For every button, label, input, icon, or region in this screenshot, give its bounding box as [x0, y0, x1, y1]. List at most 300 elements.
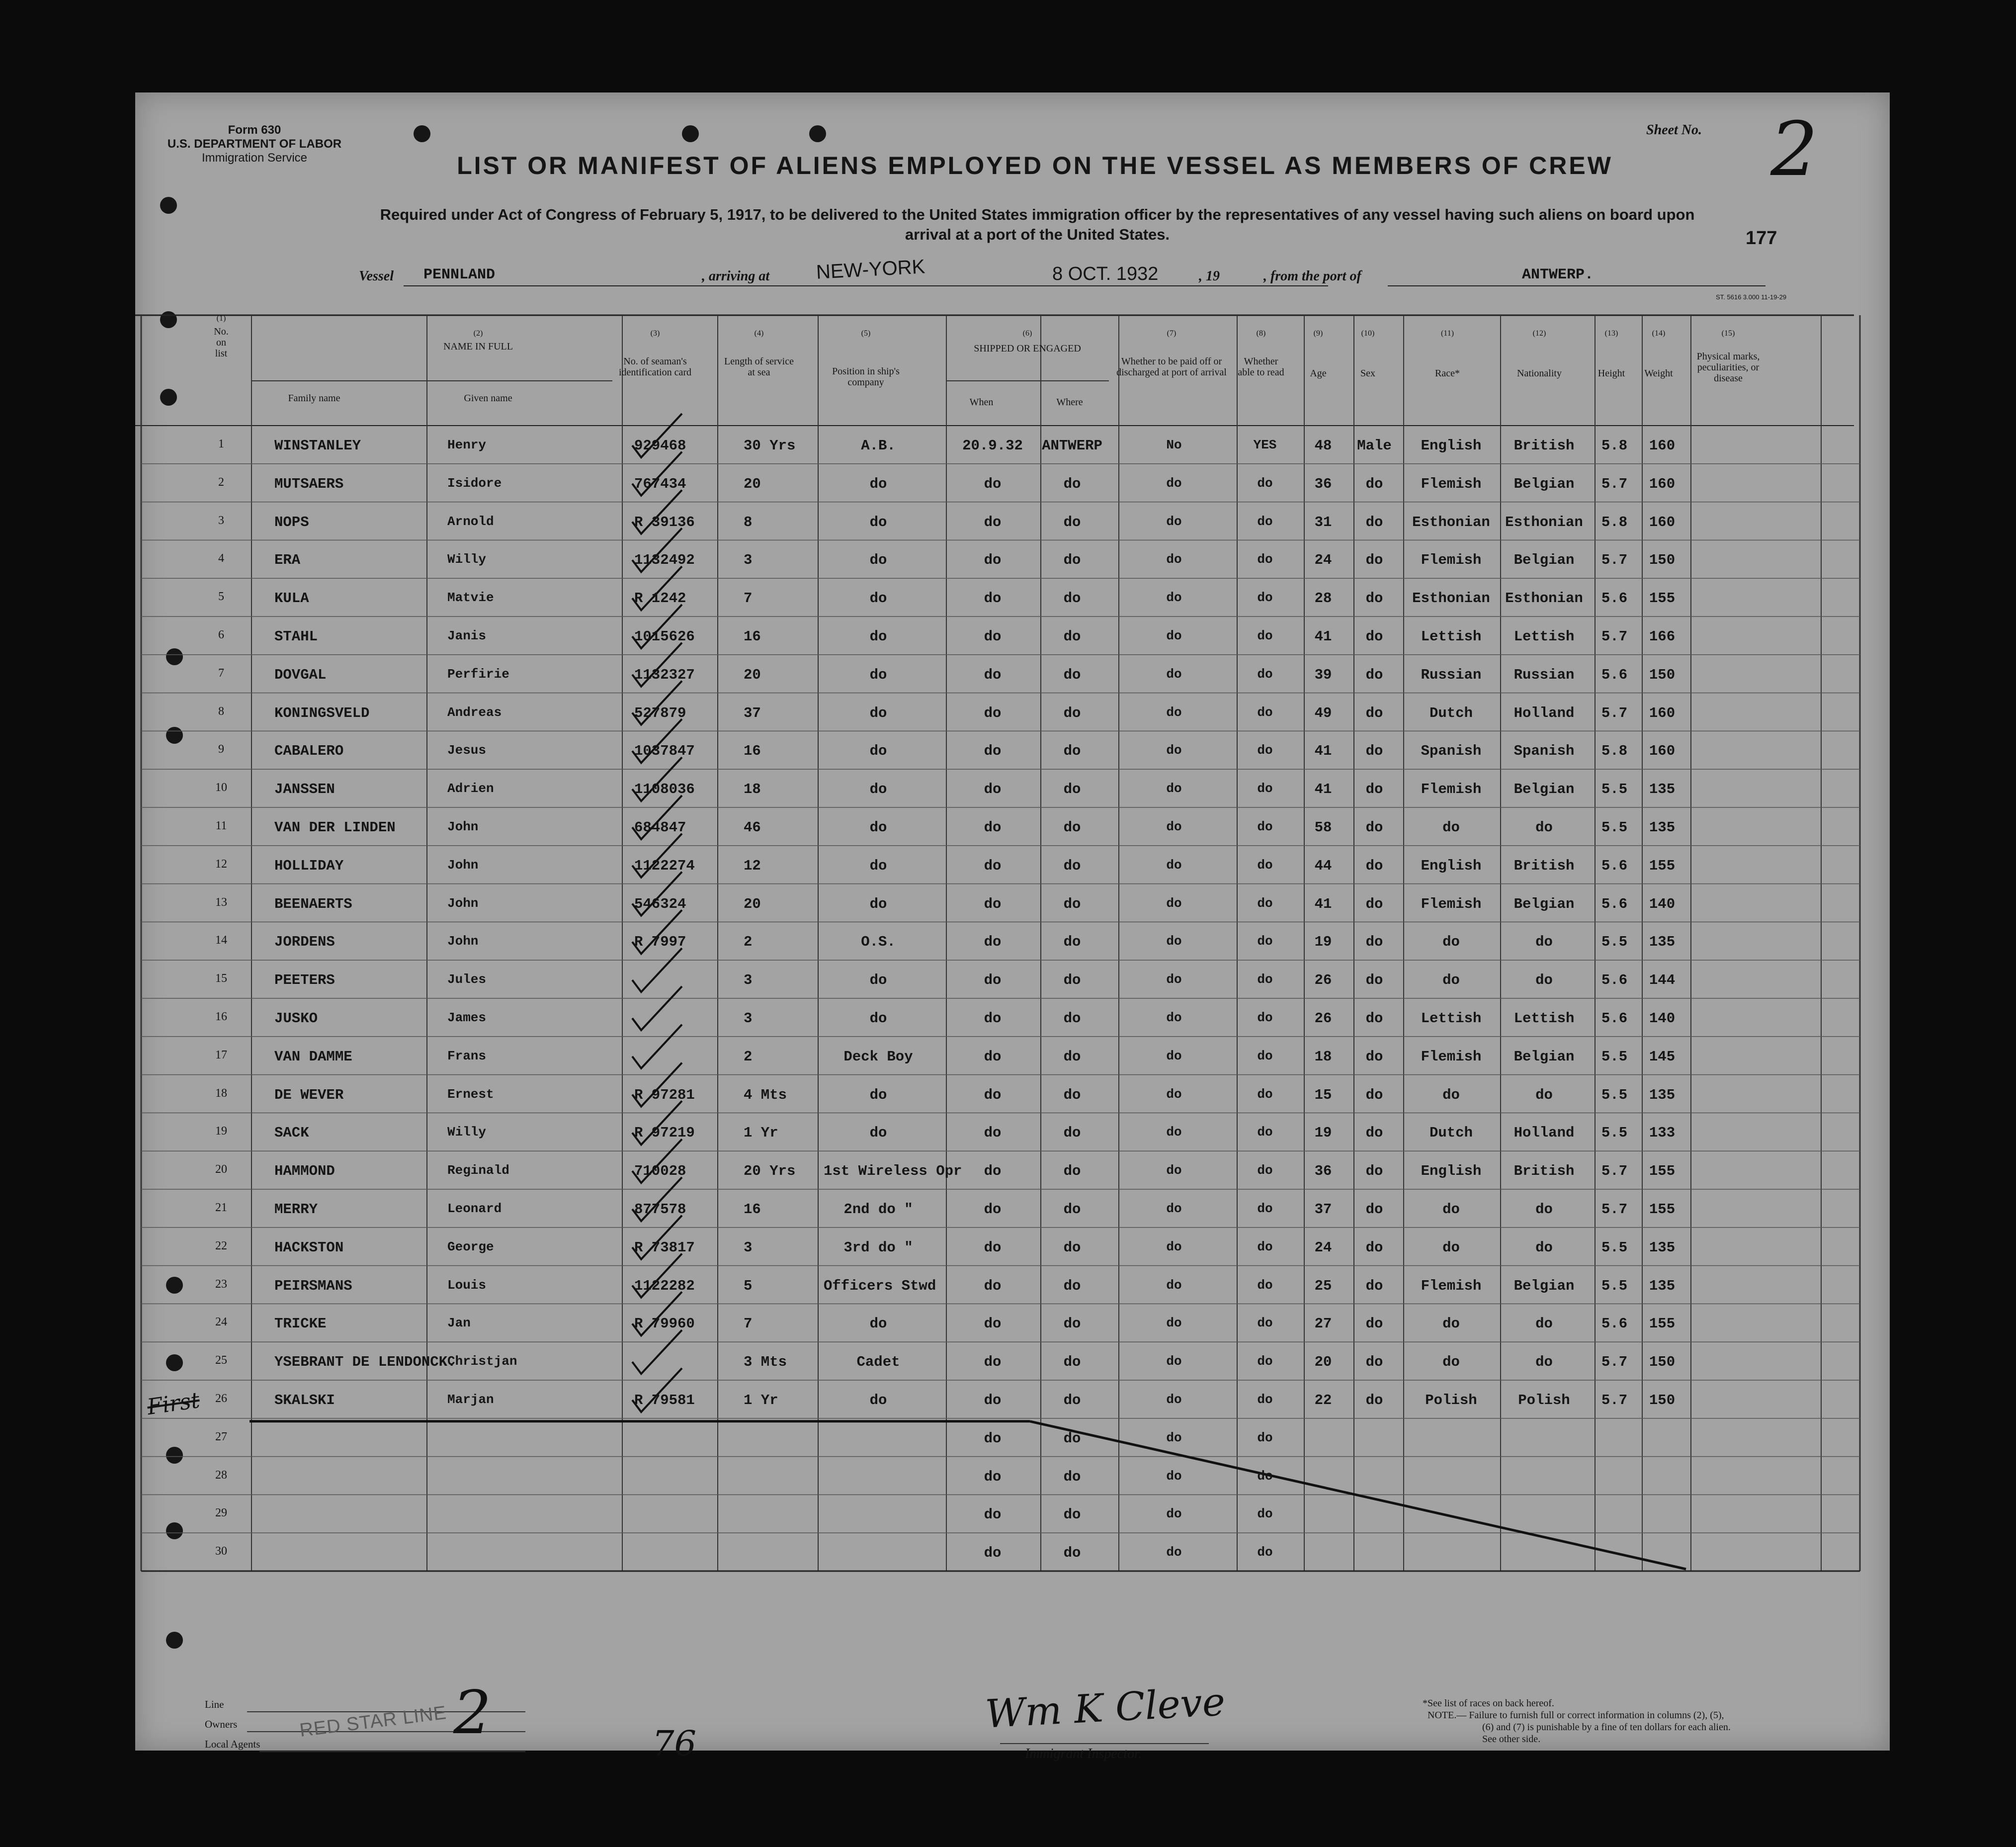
cell-when: do	[984, 1163, 1002, 1180]
cell-weight: 155	[1649, 1163, 1676, 1180]
cell-sex: do	[1365, 1125, 1383, 1142]
cell-paid-off: do	[1166, 1354, 1182, 1369]
cell-paid-off: do	[1166, 895, 1182, 911]
cell-nationality: do	[1535, 819, 1553, 836]
cell-paid-off: do	[1166, 934, 1182, 949]
cell-paid-off: do	[1166, 666, 1182, 682]
cell-when: do	[984, 1201, 1002, 1218]
cell-list-no: 3	[218, 514, 224, 527]
cell-service-length: 20	[744, 666, 761, 683]
cell-family-name: CABALERO	[274, 743, 344, 760]
col-number: (8)	[1256, 329, 1266, 338]
note-races: *See list of races on back hereof.	[1423, 1698, 1554, 1709]
col-header-age: Age	[1310, 368, 1327, 379]
col-number: (15)	[1721, 329, 1735, 338]
cell-when: do	[984, 1316, 1002, 1332]
cell-height: 5.6	[1601, 1010, 1628, 1027]
cell-family-name: HACKSTON	[274, 1239, 344, 1256]
cell-family-name: VAN DAMME	[274, 1048, 352, 1065]
page-number: 177	[1746, 228, 1777, 249]
cell-service-length: 3 Mts	[744, 1354, 787, 1371]
cell-nationality: Belgian	[1513, 552, 1575, 569]
cell-nationality: do	[1535, 972, 1553, 989]
cell-service-length: 8	[744, 514, 753, 530]
cell-where: do	[1063, 704, 1081, 721]
cell-race: Flemish	[1421, 781, 1482, 798]
cell-position: do	[869, 475, 887, 492]
cell-where: do	[1063, 1125, 1081, 1142]
cell-list-no: 26	[215, 1392, 227, 1405]
cell-weight: 160	[1649, 475, 1676, 492]
cell-age: 24	[1314, 1239, 1332, 1256]
inspector-signature: Wm K Cleve	[984, 1679, 1227, 1737]
cell-given-name: John	[447, 819, 479, 834]
cell-nationality: Spanish	[1513, 743, 1575, 760]
cell-list-no: 7	[218, 666, 224, 680]
cell-weight: 135	[1649, 781, 1676, 798]
col-number: (14)	[1652, 329, 1666, 338]
col-header-race: Race*	[1435, 368, 1460, 379]
cell-sex: do	[1365, 704, 1383, 721]
cell-race: Esthonian	[1412, 514, 1490, 530]
subtitle-line-1: Required under Act of Congress of February 5, 1917, to be delivered to the United States immigration officer by the representatives of any vessel having such aliens on board upon	[380, 206, 1695, 223]
cell-sex: do	[1365, 743, 1383, 760]
cell-family-name: TRICKE	[274, 1316, 327, 1332]
sheet-label: Sheet No.	[1646, 122, 1702, 138]
check-mark	[632, 948, 682, 992]
cell-height: 5.7	[1601, 475, 1628, 492]
cell-position: do	[869, 1086, 887, 1103]
cell-id-card: 1122282	[634, 1277, 695, 1294]
cell-where: do	[1063, 895, 1081, 912]
vessel-label: Vessel	[359, 268, 394, 284]
cell-read: do	[1257, 1010, 1273, 1025]
cell-nationality: Esthonian	[1505, 514, 1583, 530]
cell-given-name: George	[447, 1239, 494, 1254]
cell-sex: do	[1365, 590, 1383, 607]
cell-list-no: 13	[215, 895, 227, 909]
cell-given-name: Janis	[447, 628, 487, 643]
cell-service-length: 12	[744, 857, 761, 874]
cell-age: 26	[1314, 972, 1332, 989]
cell-age: 26	[1314, 1010, 1332, 1027]
cell-weight: 155	[1649, 857, 1676, 874]
cell-sex: do	[1365, 1354, 1383, 1371]
cell-given-name: Henry	[447, 438, 487, 452]
cell-read: do	[1257, 972, 1273, 987]
cell-sex: do	[1365, 895, 1383, 912]
cell-position: do	[869, 1316, 887, 1332]
cell-when: do	[984, 552, 1002, 569]
cell-sex: do	[1365, 475, 1383, 492]
cell-age: 36	[1314, 1163, 1332, 1180]
cell-when: do	[984, 514, 1002, 530]
cell-position: do	[869, 1392, 887, 1408]
col-header-name: NAME IN FULL	[443, 341, 513, 352]
cell-given-name: Adrien	[447, 781, 494, 796]
cell-paid-off: do	[1166, 1163, 1182, 1178]
cell-position: do	[869, 1125, 887, 1142]
cell-list-no: 12	[215, 857, 227, 871]
cell-family-name: VAN DER LINDEN	[274, 819, 396, 836]
cell-position: do	[869, 972, 887, 989]
cell-race: Flemish	[1421, 895, 1482, 912]
note-failure: NOTE.— Failure to furnish full or correct information in columns (2), (5),	[1428, 1710, 1724, 1721]
cell-position: do	[869, 781, 887, 798]
cell-race: Lettish	[1421, 628, 1482, 645]
cell-family-name: SACK	[274, 1125, 309, 1142]
cell-race: Dutch	[1429, 704, 1473, 721]
cell-position: do	[869, 552, 887, 569]
cell-race: Flemish	[1421, 1048, 1482, 1065]
cell-when: do	[984, 895, 1002, 912]
cell-service-length: 2	[744, 934, 753, 951]
cell-service-length: 1 Yr	[744, 1392, 778, 1408]
cell-weight: 150	[1649, 1392, 1676, 1408]
cell-service-length: 30 Yrs	[744, 438, 796, 454]
cell-where: do	[1063, 590, 1081, 607]
from-port: ANTWERP.	[1522, 266, 1594, 283]
cell-read: do	[1257, 590, 1273, 606]
cell-read: do	[1257, 704, 1273, 720]
cell-height: 5.7	[1601, 628, 1628, 645]
cell-race: Lettish	[1421, 1010, 1482, 1027]
cell-where: do	[1063, 819, 1081, 836]
cell-position: Deck Boy	[843, 1048, 913, 1065]
cell-given-name: Christjan	[447, 1354, 517, 1369]
cell-given-name: James	[447, 1010, 487, 1025]
cell-nationality: Russian	[1513, 666, 1575, 683]
cell-list-no: 23	[215, 1277, 227, 1291]
cell-list-no: 25	[215, 1354, 227, 1367]
cell-paid-off: do	[1166, 1010, 1182, 1025]
cell-position: do	[869, 704, 887, 721]
cell-position: do	[869, 590, 887, 607]
owners-label: Owners	[205, 1718, 238, 1730]
cell-nationality: Holland	[1513, 1125, 1575, 1142]
cell-where: do	[1063, 666, 1081, 683]
cell-paid-off: do	[1166, 1239, 1182, 1254]
cell-weight: 150	[1649, 666, 1676, 683]
cell-when: do	[984, 819, 1002, 836]
cell-paid-off: do	[1166, 1468, 1182, 1484]
cell-given-name: Willy	[447, 1125, 487, 1140]
cell-sex: do	[1365, 1163, 1383, 1180]
cell-position: 3rd do "	[843, 1239, 913, 1256]
cell-nationality: Belgian	[1513, 1277, 1575, 1294]
cell-paid-off: do	[1166, 1545, 1182, 1560]
cell-age: 39	[1314, 666, 1332, 683]
cell-paid-off: do	[1166, 1048, 1182, 1063]
cell-where: do	[1063, 1277, 1081, 1294]
check-mark	[632, 986, 682, 1030]
cell-nationality: Belgian	[1513, 475, 1575, 492]
cell-race: do	[1442, 1239, 1460, 1256]
cell-age: 58	[1314, 819, 1332, 836]
cell-family-name: PEIRSMANS	[274, 1277, 352, 1294]
cell-given-name: Jan	[447, 1316, 471, 1331]
cell-paid-off: do	[1166, 1201, 1182, 1216]
cell-id-card: R 79581	[634, 1392, 695, 1408]
cell-when: do	[984, 1430, 1002, 1447]
cell-position: do	[869, 819, 887, 836]
cell-weight: 135	[1649, 934, 1676, 951]
col-number: (9)	[1313, 329, 1323, 338]
cell-family-name: WINSTANLEY	[274, 438, 361, 454]
cell-race: English	[1421, 857, 1482, 874]
cell-age: 27	[1314, 1316, 1332, 1332]
cell-family-name: HOLLIDAY	[274, 857, 344, 874]
cell-race: Russian	[1421, 666, 1482, 683]
col-header-family-name: Family name	[288, 393, 340, 404]
cell-race: do	[1442, 819, 1460, 836]
cell-read: do	[1257, 1086, 1273, 1102]
cell-given-name: Isidore	[447, 475, 502, 491]
cell-height: 5.8	[1601, 743, 1628, 760]
cell-paid-off: do	[1166, 743, 1182, 758]
cell-where: do	[1063, 1010, 1081, 1027]
cell-given-name: John	[447, 895, 479, 911]
cell-height: 5.6	[1601, 895, 1628, 912]
cell-height: 5.5	[1601, 1125, 1628, 1142]
cell-age: 49	[1314, 704, 1332, 721]
col-number: (4)	[754, 329, 764, 338]
cell-weight: 135	[1649, 819, 1676, 836]
stamp-handmark: 2	[453, 1678, 492, 1748]
col-number: (5)	[861, 329, 871, 338]
cell-list-no: 24	[215, 1316, 227, 1329]
cell-weight: 155	[1649, 1201, 1676, 1218]
department-name: U.S. DEPARTMENT OF LABOR	[167, 137, 342, 151]
cell-read: do	[1257, 628, 1273, 643]
cell-id-card: R 1242	[634, 590, 686, 607]
cell-list-no: 15	[215, 972, 227, 985]
cell-given-name: John	[447, 857, 479, 873]
cell-nationality: Belgian	[1513, 781, 1575, 798]
col-header-no: No. on list	[214, 326, 229, 359]
cell-list-no: 4	[218, 552, 224, 565]
cell-service-length: 1 Yr	[744, 1125, 778, 1142]
col-number: (13)	[1604, 329, 1618, 338]
cell-race: English	[1421, 1163, 1482, 1180]
cell-read: do	[1257, 1392, 1273, 1407]
cell-service-length: 20 Yrs	[744, 1163, 796, 1180]
cell-position: do	[869, 514, 887, 530]
note-fine: (6) and (7) is punishable by a fine of ten dollars for each alien.	[1482, 1722, 1731, 1733]
local-agents-label: Local Agents	[205, 1738, 260, 1750]
cell-where: do	[1063, 1354, 1081, 1371]
cell-nationality: Polish	[1518, 1392, 1570, 1408]
cell-race: English	[1421, 438, 1482, 454]
cell-when: do	[984, 972, 1002, 989]
arriving-port: NEW-YORK	[815, 256, 926, 283]
cell-given-name: Jesus	[447, 743, 487, 758]
cell-nationality: do	[1535, 1316, 1553, 1332]
signature-underline	[1000, 1743, 1209, 1744]
cell-age: 20	[1314, 1354, 1332, 1371]
cell-id-card: 1037847	[634, 743, 695, 760]
cell-service-length: 7	[744, 590, 753, 607]
cell-sex: do	[1365, 628, 1383, 645]
col-number: (3)	[650, 329, 660, 338]
cell-family-name: SKALSKI	[274, 1392, 335, 1408]
cell-when: do	[984, 1010, 1002, 1027]
cell-id-card: R 79960	[634, 1316, 695, 1332]
cell-paid-off: do	[1166, 1506, 1182, 1522]
line-label: Line	[205, 1698, 224, 1710]
cell-paid-off: No	[1166, 438, 1182, 452]
cell-family-name: YSEBRANT DE LENDONCK.	[274, 1354, 456, 1371]
cell-family-name: JANSSEN	[274, 781, 335, 798]
cell-id-card: R 7997	[634, 934, 686, 951]
cell-height: 5.6	[1601, 972, 1628, 989]
col-number: (12)	[1532, 329, 1546, 338]
cell-list-no: 16	[215, 1010, 227, 1023]
cell-when: do	[984, 1086, 1002, 1103]
cell-weight: 160	[1649, 743, 1676, 760]
cell-id-card: 1015626	[634, 628, 695, 645]
cell-id-card: R 39136	[634, 514, 695, 530]
cell-weight: 155	[1649, 1316, 1676, 1332]
red-star-line-stamp: RED STAR LINE	[298, 1702, 448, 1741]
cell-race: Polish	[1425, 1392, 1477, 1408]
cell-nationality: Lettish	[1513, 628, 1575, 645]
cell-height: 5.6	[1601, 857, 1628, 874]
cell-paid-off: do	[1166, 781, 1182, 796]
cell-height: 5.7	[1601, 1201, 1628, 1218]
cell-weight: 133	[1649, 1125, 1676, 1142]
cell-age: 41	[1314, 628, 1332, 645]
cell-given-name: Willy	[447, 552, 487, 567]
cell-where: do	[1063, 1239, 1081, 1256]
col-header-id-card: No. of seaman's identification card	[618, 356, 692, 378]
arrival-date: 8 OCT. 1932	[1052, 264, 1159, 284]
cell-weight: 135	[1649, 1277, 1676, 1294]
cell-service-length: 20	[744, 475, 761, 492]
cell-list-no: 20	[215, 1163, 227, 1176]
cell-age: 48	[1314, 438, 1332, 454]
cell-age: 37	[1314, 1201, 1332, 1218]
cell-id-card: 767434	[634, 475, 686, 492]
cell-list-no: 28	[215, 1468, 227, 1482]
cell-weight: 135	[1649, 1086, 1676, 1103]
cell-service-length: 16	[744, 1201, 761, 1218]
cell-id-card: 1122274	[634, 857, 695, 874]
cell-read: do	[1257, 743, 1273, 758]
cell-paid-off: do	[1166, 972, 1182, 987]
cell-read: do	[1257, 514, 1273, 529]
service-name: Immigration Service	[201, 151, 308, 165]
cell-nationality: Belgian	[1513, 1048, 1575, 1065]
cell-when: do	[984, 934, 1002, 951]
cell-id-card: 929468	[634, 438, 686, 454]
cell-where: do	[1063, 857, 1081, 874]
form-number: Form 630	[228, 123, 281, 137]
cell-height: 5.6	[1601, 666, 1628, 683]
cell-id-card: 684847	[634, 819, 686, 836]
cell-weight: 144	[1649, 972, 1676, 989]
cell-list-no: 10	[215, 781, 227, 794]
cell-read: do	[1257, 895, 1273, 911]
page-title: LIST OR MANIFEST OF ALIENS EMPLOYED ON THE VESSEL AS MEMBERS OF CREW	[457, 152, 1613, 179]
cell-read: do	[1257, 1239, 1273, 1254]
cell-where: do	[1063, 1545, 1081, 1562]
cell-service-length: 4 Mts	[744, 1086, 787, 1103]
cell-when: do	[984, 704, 1002, 721]
cell-where: ANTWERP	[1042, 438, 1102, 454]
cell-sex: do	[1365, 972, 1383, 989]
cell-paid-off: do	[1166, 1125, 1182, 1140]
cell-weight: 160	[1649, 704, 1676, 721]
cell-sex: do	[1365, 1048, 1383, 1065]
cell-height: 5.8	[1601, 514, 1628, 530]
cell-read: do	[1257, 1316, 1273, 1331]
col-header-when: When	[969, 397, 994, 408]
cell-where: do	[1063, 1163, 1081, 1180]
cell-given-name: Reginald	[447, 1163, 509, 1178]
cell-when: do	[984, 666, 1002, 683]
cell-height: 5.6	[1601, 1316, 1628, 1332]
cell-id-card: 710028	[634, 1163, 686, 1180]
cell-when: do	[984, 590, 1002, 607]
cell-weight: 150	[1649, 1354, 1676, 1371]
cell-age: 24	[1314, 552, 1332, 569]
cell-family-name: JUSKO	[274, 1010, 318, 1027]
cell-sex: do	[1365, 934, 1383, 951]
cell-family-name: MUTSAERS	[274, 475, 344, 492]
cell-where: do	[1063, 1316, 1081, 1332]
cell-given-name: Jules	[447, 972, 487, 987]
cell-family-name: HAMMOND	[274, 1163, 335, 1180]
cell-read: do	[1257, 857, 1273, 873]
cell-height: 5.5	[1601, 1239, 1628, 1256]
cell-nationality: do	[1535, 1086, 1553, 1103]
cell-position: Officers Stwd	[824, 1277, 936, 1294]
cell-nationality: British	[1513, 1163, 1575, 1180]
inspector-label: Immigrant Inspector.	[1025, 1746, 1142, 1761]
cell-when: 20.9.32	[962, 438, 1023, 454]
cell-given-name: Perfirie	[447, 666, 509, 682]
cell-family-name: MERRY	[274, 1201, 318, 1218]
cell-paid-off: do	[1166, 1430, 1182, 1445]
cell-read: do	[1257, 1468, 1273, 1484]
col-header-service-length: Length of service at sea	[724, 356, 794, 378]
cell-list-no: 11	[215, 819, 227, 832]
year-label: , 19	[1199, 268, 1220, 284]
cell-list-no: 8	[218, 704, 224, 718]
cell-where: do	[1063, 1086, 1081, 1103]
cell-height: 5.5	[1601, 1048, 1628, 1065]
cell-when: do	[984, 1048, 1002, 1065]
cell-position: Cadet	[856, 1354, 900, 1371]
cell-service-length: 3	[744, 1239, 753, 1256]
cell-where: do	[1063, 1506, 1081, 1523]
cell-position: do	[869, 743, 887, 760]
cell-where: do	[1063, 1430, 1081, 1447]
cell-id-card: R 73817	[634, 1239, 695, 1256]
vessel-name: PENNLAND	[423, 266, 496, 283]
cell-family-name: NOPS	[274, 514, 309, 530]
sheet-number: 2	[1770, 106, 1818, 193]
cell-weight: 145	[1649, 1048, 1676, 1065]
cell-id-card: 546324	[634, 895, 686, 912]
cell-id-card: 877578	[634, 1201, 686, 1218]
cell-list-no: 22	[215, 1239, 227, 1252]
cell-age: 36	[1314, 475, 1332, 492]
cell-weight: 160	[1649, 438, 1676, 454]
cell-paid-off: do	[1166, 819, 1182, 834]
cell-where: do	[1063, 514, 1081, 530]
